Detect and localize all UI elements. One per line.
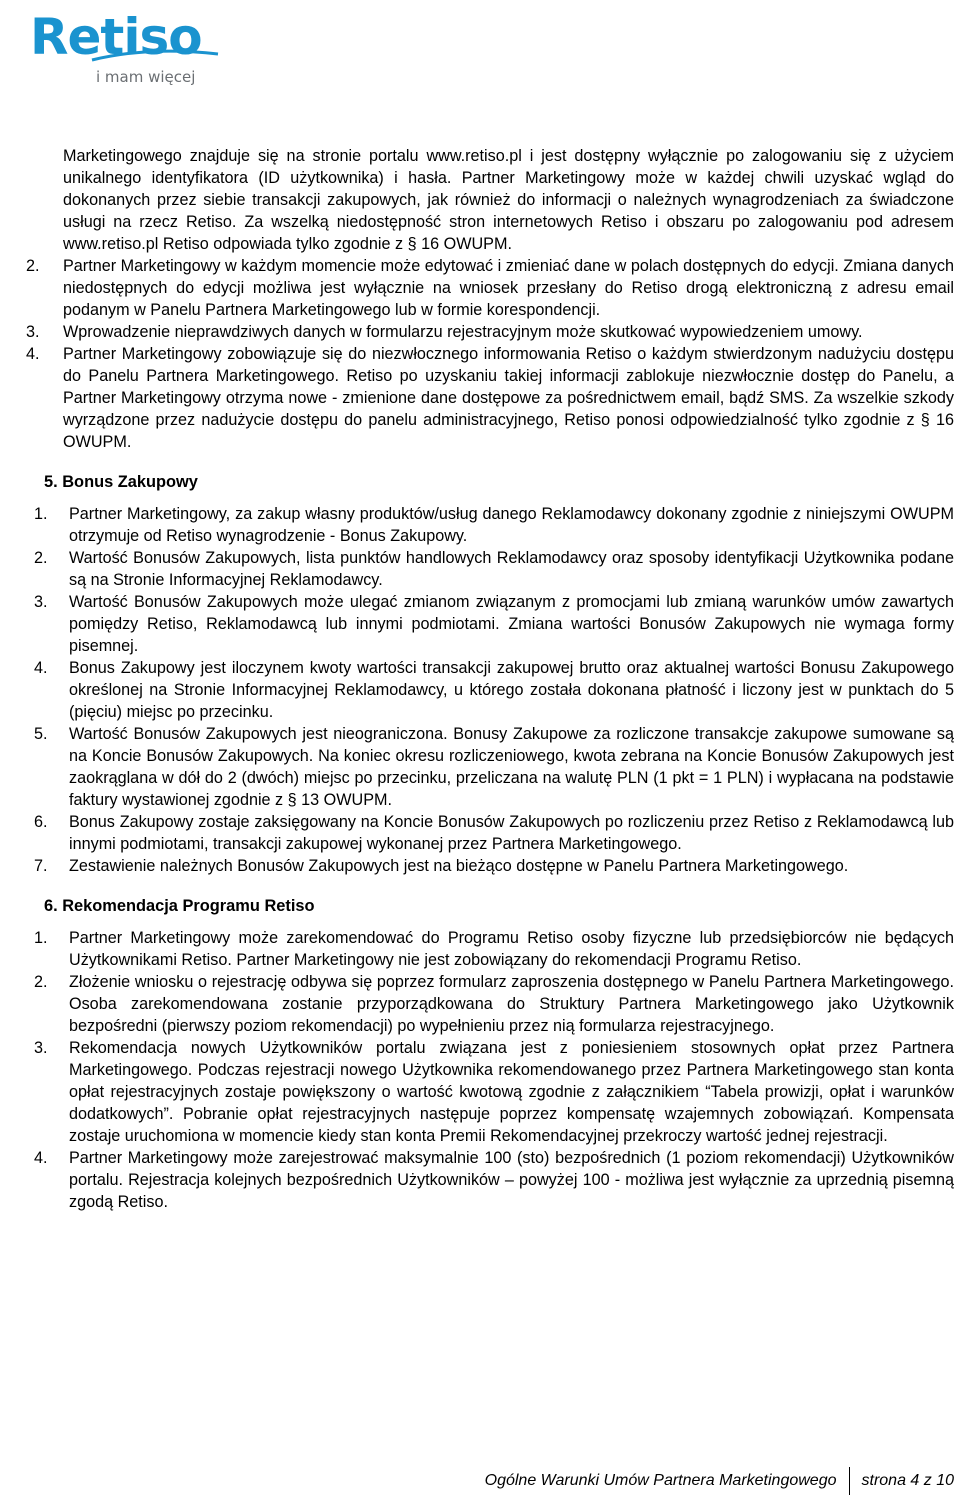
list-item: [26, 547, 954, 591]
item-text: Zestawienie należnych Bonusów Zakupowych jest na bieżąco dostępne w Panelu Partnera Marketingowego.: [69, 857, 849, 875]
item-number: 3.: [34, 1039, 48, 1057]
intro-paragraph: Marketingowego znajduje się na stronie portalu www.retiso.pl i jest dostępny wyłącznie po zalogowaniu się z użyciem unikalnego identyfikatora (ID użytkownika) i hasła. Partner Marketingowy może w każdej chwili uzyskać wgląd do dokonanych przez siebie transakcji zakupowych, jak również do informacji o należnych wynagrodzeniach za świadczone usługi na rzecz Retiso. Za wszelką niedostępność stron internetowych Retiso i obszaru po zalogowaniu pod adresem www.retiso.pl Retiso odpowiada tylko zgodnie z § 16 OWUPM.: [63, 147, 954, 253]
item-text: Partner Marketingowy zobowiązuje się do niezwłocznego informowania Retiso o każdym stwierdzonym nadużyciu dostępu do Panelu Partnera Marketingowego. Retiso po uzyskaniu takiej informacji zablokuje niezwłocznie dostęp do Panelu, a Partner Marketingowy otrzyma nowe - zmienione dane dostępowe za pośrednictwem email, bądź SMS. Za wszelkie szkody wyrządzone przez nadużycie dostępu do panelu administracyjnego, Retiso ponosi odpowiedzialność tylko zgodnie z § 16 OWUPM.: [63, 345, 954, 451]
section-5-list: [26, 503, 954, 877]
list-a: [26, 255, 954, 453]
item-text: Wartość Bonusów Zakupowych jest nieograniczona. Bonusy Zakupowe za rozliczone transakcje zakupowe sumowane są na Koncie Bonusów Zakupowych. Na koniec okresu rozliczeniowego, kwota zebrana na Koncie Bonusów Zakupowych jest zaokrąglana w dół do 2 (dwóch) miejsc po przecinku, przeliczana na walutę PLN (1 pkt = 1 PLN) i wypłacana na podstawie faktury wystawionej zgodnie z § 13 OWUPM.: [69, 725, 954, 809]
list-item: [26, 321, 954, 343]
item-number: 5.: [34, 725, 48, 743]
item-number: 1.: [34, 929, 48, 947]
item-text: Wartość Bonusów Zakupowych, lista punktów handlowych Reklamodawcy oraz sposoby identyfikacji Użytkownika podane są na Stronie Informacyjnej Reklamodawcy.: [69, 549, 954, 589]
page-footer: [485, 1466, 954, 1496]
item-number: 4.: [34, 1149, 48, 1167]
list-item: [26, 927, 954, 971]
item-text: Partner Marketingowy może zarejestrować maksymalnie 100 (sto) bezpośrednich (1 poziom rekomendacji) Użytkowników portalu. Rejestracja kolejnych bezpośrednich Użytkowników – powyżej 100 - możliwa jest wyłącznie za uprzednią pisemną zgodą Retiso.: [69, 1149, 954, 1211]
item-number: 1.: [34, 505, 48, 523]
list-item: [26, 503, 954, 547]
item-text: Partner Marketingowy w każdym momencie może edytować i zmieniać dane w polach dostępnych do edycji. Zmiana danych niedostępnych do edycji możliwa jest wyłącznie na wniosek przesłany do Retiso drogą elektroniczną z adresu email podanym w Panelu Partnera Marketingowego lub w formie korespondencji.: [63, 257, 954, 319]
item-text: Złożenie wniosku o rejestrację odbywa się poprzez formularz zaproszenia dostępnego w Panelu Partnera Marketingowego. Osoba zarekomendowana zostanie przyporządkowana do Struktury Partnera Marketingowego jako Użytkownik bezpośredni (pierwszy poziom rekomendacji) po wypełnieniu przez nią formularza rejestracyjnego.: [69, 973, 954, 1035]
item-number: 3.: [34, 593, 48, 611]
list-item: [26, 1147, 954, 1213]
list-item: [26, 657, 954, 723]
logo-swoosh-icon: [90, 48, 220, 62]
item-number: 4.: [34, 659, 48, 677]
item-text: Rekomendacja nowych Użytkowników portalu związana jest z poniesieniem stosownych opłat przez Partnera Marketingowego. Podczas rejestracji nowego Użytkownika rekomendowanego przez Partnera Marketingowego stan konta opłat rejestracyjnych zostaje powiększony o wartość kwotową zgodnie z załącznikiem “Tabela prowizji, opłat i warunków dodatkowych”. Pobranie opłat rejestracyjnych następuje poprzez kompensatę wzajemnych zobowiązań. Kompensata zostaje uruchomiona w momencie kiedy stan konta Premii Rekomendacyjnej przekroczy wartość jednej rejestracji.: [69, 1039, 954, 1145]
logo-tagline: i mam więcej: [96, 68, 196, 86]
list-item: [26, 723, 954, 811]
item-number: 7.: [34, 857, 48, 875]
item-text: Partner Marketingowy, za zakup własny produktów/usług danego Reklamodawcy dokonany zgodnie z niniejszymi OWUPM otrzymuje od Retiso wynagrodzenie - Bonus Zakupowy.: [69, 505, 954, 545]
list-item: [26, 971, 954, 1037]
document-body: [26, 145, 954, 1213]
item-text: Bonus Zakupowy zostaje zaksięgowany na Koncie Bonusów Zakupowych po rozliczeniu przez Retiso z Reklamodawcą lub innymi podmiotami, transakcji zakupowej wykonanej przez Partnera Marketingowego.: [69, 813, 954, 853]
list-item: [26, 811, 954, 855]
item-number: 4.: [26, 345, 40, 363]
footer-divider: [849, 1467, 850, 1495]
list-item: [26, 855, 954, 877]
list-item: [26, 591, 954, 657]
footer-title: Ogólne Warunki Umów Partnera Marketingowego: [484, 1472, 837, 1489]
section-heading-6: 6. Rekomendacja Programu Retiso: [44, 897, 315, 915]
section-6-list: [26, 927, 954, 1213]
item-text: Wprowadzenie nieprawdziwych danych w formularzu rejestracyjnym może skutkować wypowiedzeniem umowy.: [63, 323, 863, 341]
item-text: Wartość Bonusów Zakupowych może ulegać zmianom związanym z promocjami lub zmianą warunków umów zawartych pomiędzy Retiso, Reklamodawcą lub innymi podmiotami. Zmiana wartości Bonusów Zakupowych nie wymaga formy pisemnej.: [69, 593, 954, 655]
list-item: [26, 1037, 954, 1147]
item-number: 6.: [34, 813, 48, 831]
item-number: 2.: [34, 549, 48, 567]
item-text: Bonus Zakupowy jest iloczynem kwoty wartości transakcji zakupowej brutto oraz aktualnej wartości Bonusu Zakupowego określonej na Stronie Informacyjnej Reklamodawcy, u którego została dokonana płatność i liczony jest w punktach do 5 (pięciu) miejsc po przecinku.: [69, 659, 954, 721]
page-number: strona 4 z 10: [861, 1472, 954, 1489]
section-heading-5: 5. Bonus Zakupowy: [44, 473, 198, 491]
list-item: [26, 255, 954, 321]
logo-wordmark: Retiso: [30, 8, 202, 66]
retiso-logo: [30, 8, 210, 88]
list-item: [26, 343, 954, 453]
item-number: 2.: [26, 257, 40, 275]
item-number: 3.: [26, 323, 40, 341]
item-text: Partner Marketingowy może zarekomendować do Programu Retiso osoby fizyczne lub przedsiębiorców nie będących Użytkownikami Retiso. Partner Marketingowy nie jest zobowiązany do rekomendacji Programu Retiso.: [69, 929, 954, 969]
item-number: 2.: [34, 973, 48, 991]
